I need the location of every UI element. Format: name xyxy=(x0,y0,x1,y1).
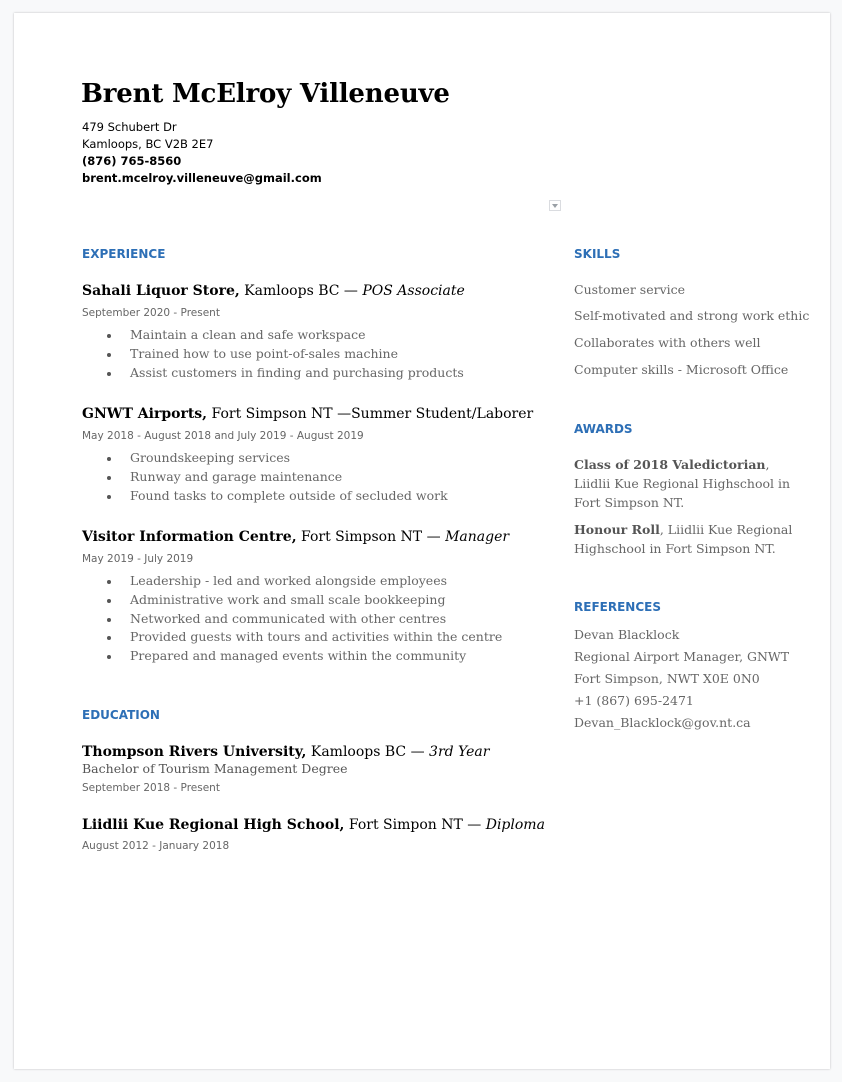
reference-title: Regional Airport Manager, GNWT xyxy=(574,649,790,664)
references-heading: REFERENCES xyxy=(574,600,661,614)
list-item: Maintain a clean and safe workspace xyxy=(82,326,464,345)
skill-item: Collaborates with others well xyxy=(574,335,761,350)
experience-heading: EXPERIENCE xyxy=(82,247,166,261)
job-org: Sahali Liquor Store, xyxy=(82,283,240,299)
school-level: 3rd Year xyxy=(429,744,490,760)
list-item: Trained how to use point-of-sales machine xyxy=(82,345,464,364)
awards-heading: AWARDS xyxy=(574,422,633,436)
job-location: Fort Simpson NT — xyxy=(207,406,352,422)
contact-block xyxy=(82,119,322,187)
education-heading: EDUCATION xyxy=(82,708,160,722)
candidate-name: Brent McElroy Villeneuve xyxy=(81,79,450,109)
chevron-down-icon[interactable] xyxy=(549,200,561,211)
job-org: Visitor Information Centre, xyxy=(82,529,297,545)
school-dates-2: August 2012 - January 2018 xyxy=(82,840,230,852)
list-item: Found tasks to complete outside of secluded work xyxy=(82,487,448,506)
school-degree-1: Bachelor of Tourism Management Degree xyxy=(82,761,348,776)
job-bullets-1 xyxy=(82,326,464,382)
email-address: brent.mcelroy.villeneuve@gmail.com xyxy=(82,171,322,185)
school-title-1 xyxy=(82,744,489,760)
resume-page xyxy=(14,13,830,1069)
job-bullets-2 xyxy=(82,449,448,505)
job-title-3 xyxy=(82,529,509,545)
school-location: Kamloops BC — xyxy=(306,744,430,760)
job-location: Kamloops BC — xyxy=(239,283,363,299)
address-line-1: 479 Schubert Dr xyxy=(82,120,177,134)
list-item: Assist customers in finding and purchasing products xyxy=(82,364,464,383)
award-item-2 xyxy=(574,520,802,558)
reference-email: Devan_Blacklock@gov.nt.ca xyxy=(574,715,751,730)
job-bullets-3 xyxy=(82,572,502,666)
school-dates-1: September 2018 - Present xyxy=(82,782,220,794)
award-detail: , Liidlii Kue Regional Highschool in Fort Simpson NT. xyxy=(574,457,791,510)
skill-item: Customer service xyxy=(574,282,686,297)
award-title: Class of 2018 Valedictorian xyxy=(574,457,766,472)
school-org: Thompson Rivers University, xyxy=(82,744,307,760)
list-item: Runway and garage maintenance xyxy=(82,468,448,487)
skill-item: Computer skills - Microsoft Office xyxy=(574,362,789,377)
phone-number: (876) 765-8560 xyxy=(82,154,182,168)
job-title-2 xyxy=(82,406,533,422)
job-org: GNWT Airports, xyxy=(82,406,208,422)
job-role: POS Associate xyxy=(362,283,465,299)
job-dates-1: September 2020 - Present xyxy=(82,307,220,319)
reference-address: Fort Simpson, NWT X0E 0N0 xyxy=(574,671,760,686)
list-item: Administrative work and small scale bookkeeping xyxy=(82,591,502,610)
award-title: Honour Roll xyxy=(574,522,660,537)
award-item-1 xyxy=(574,455,802,512)
list-item: Provided guests with tours and activities within the centre xyxy=(82,628,502,647)
skill-item: Self-motivated and strong work ethic xyxy=(574,308,810,323)
reference-name: Devan Blacklock xyxy=(574,627,680,642)
school-level: Diploma xyxy=(485,817,545,833)
skills-heading: SKILLS xyxy=(574,247,621,261)
job-title-1 xyxy=(82,283,465,299)
school-location: Fort Simpon NT — xyxy=(344,817,486,833)
school-org: Liidlii Kue Regional High School, xyxy=(82,817,345,833)
job-role: Manager xyxy=(445,529,510,545)
list-item: Networked and communicated with other centres xyxy=(82,610,502,629)
list-item: Groundskeeping services xyxy=(82,449,448,468)
school-title-2 xyxy=(82,817,545,833)
job-dates-3: May 2019 - July 2019 xyxy=(82,553,194,565)
reference-phone: +1 (867) 695-2471 xyxy=(574,693,694,708)
address-line-2: Kamloops, BC V2B 2E7 xyxy=(82,137,214,151)
award-detail: , Liidlii Kue Regional Highschool in Fort Simpson NT. xyxy=(574,522,793,556)
job-dates-2: May 2018 - August 2018 and July 2019 - August 2019 xyxy=(82,430,364,442)
job-location: Fort Simpson NT — xyxy=(296,529,446,545)
list-item: Prepared and managed events within the community xyxy=(82,647,502,666)
job-role: Summer Student/Laborer xyxy=(351,406,534,422)
list-item: Leadership - led and worked alongside employees xyxy=(82,572,502,591)
